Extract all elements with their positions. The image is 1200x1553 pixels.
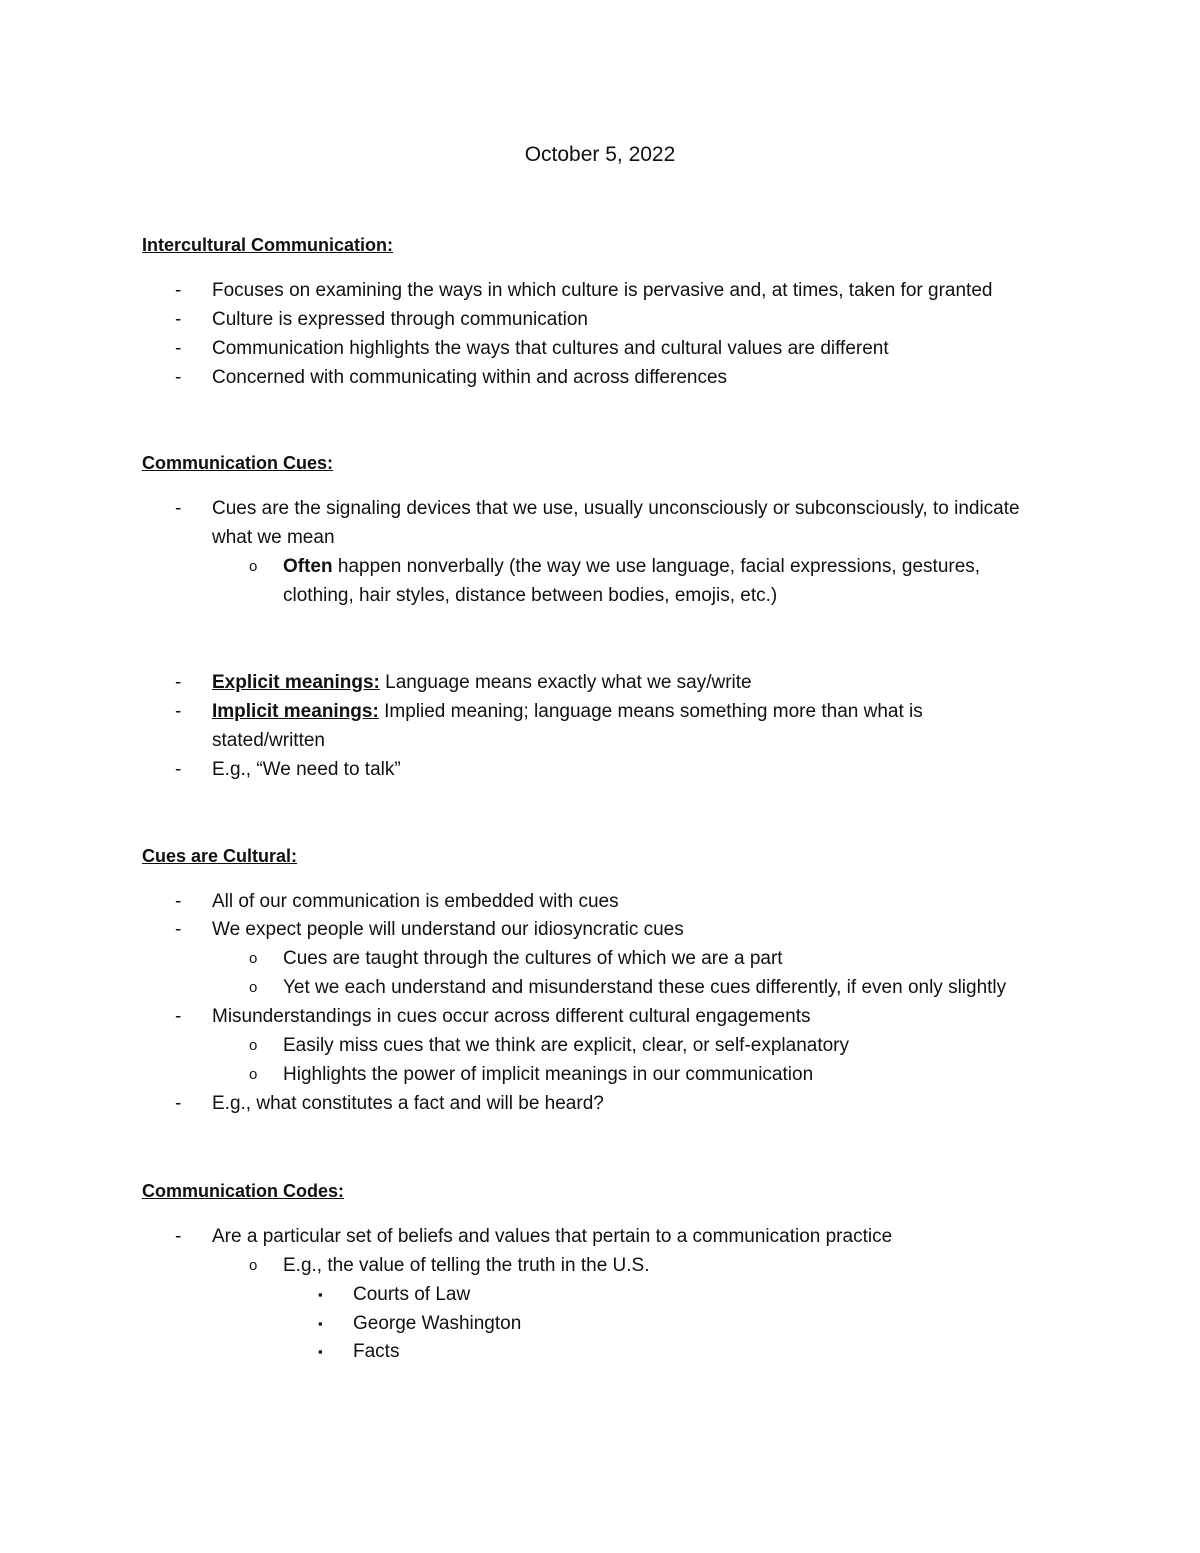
list-item-text: Are a particular set of beliefs and values that pertain to a communication practice — [212, 1226, 893, 1247]
dash-bullet: - — [175, 672, 182, 693]
sub-item-text: happen nonverbally (the way we use language, facial expressions, gestures, clothing, hair styles, distance between bodies, emojis, etc.) — [283, 556, 981, 606]
dash-bullet: - — [175, 1226, 182, 1247]
definition-text: Implied meaning; language means something more than what is stated/written — [212, 701, 923, 751]
list-item-text: Cues are taught through the cultures of which we are a part — [283, 948, 783, 969]
circle-bullet: o — [249, 950, 258, 967]
dash-bullet: - — [175, 701, 182, 722]
list-item-text: Culture is expressed through communication — [212, 309, 588, 330]
circle-bullet: o — [249, 979, 258, 996]
dash-bullet: - — [175, 498, 182, 519]
list-item-text: George Washington — [353, 1313, 522, 1334]
list-item-text: E.g., “We need to talk” — [212, 759, 401, 780]
heading-communication-codes: Communication Codes: — [142, 1181, 345, 1201]
dash-bullet: - — [175, 338, 182, 359]
list-item-text: E.g., what constitutes a fact and will be heard? — [212, 1093, 604, 1114]
list-item-text: We expect people will understand our idiosyncratic cues — [212, 919, 684, 940]
circle-bullet: o — [249, 1037, 258, 1054]
dash-bullet: - — [175, 1093, 182, 1114]
list-item-text: Cues are the signaling devices that we use, usually unconsciously or subconsciously, to indicate what we mean — [212, 498, 1020, 548]
list-item-text: Concerned with communicating within and across differences — [212, 367, 728, 388]
list-item-text: All of our communication is embedded with cues — [212, 891, 619, 912]
list-item-text: E.g., the value of telling the truth in the U.S. — [283, 1255, 650, 1276]
list-item-text: Focuses on examining the ways in which culture is pervasive and, at times, taken for granted — [212, 280, 993, 301]
heading-cues-are-cultural: Cues are Cultural: — [142, 846, 298, 866]
circle-bullet: o — [249, 1257, 258, 1274]
list-item-text: Easily miss cues that we think are explicit, clear, or self-explanatory — [283, 1035, 850, 1056]
list-item-text: Highlights the power of implicit meanings in our communication — [283, 1064, 814, 1085]
bold-word: Often — [283, 556, 333, 577]
dash-bullet: - — [175, 367, 182, 388]
list-item-text: Courts of Law — [353, 1284, 471, 1305]
list-item-text — [212, 697, 972, 755]
dash-bullet: - — [175, 919, 182, 940]
dash-bullet: - — [175, 1006, 182, 1027]
list-item-text: Communication highlights the ways that cultures and cultural values are different — [212, 338, 889, 359]
term-implicit-meanings: Implicit meanings: — [212, 701, 379, 722]
list-item-text — [212, 668, 1072, 697]
square-bullet: ▪ — [318, 1344, 323, 1359]
heading-intercultural-communication: Intercultural Communication: — [142, 235, 394, 255]
circle-bullet: o — [249, 558, 258, 575]
list-item-text: Yet we each understand and misunderstand these cues differently, if even only slightly — [283, 977, 1007, 998]
list-item-text — [283, 552, 1003, 610]
document-date: October 5, 2022 — [524, 143, 676, 166]
dash-bullet: - — [175, 759, 182, 780]
heading-communication-cues: Communication Cues: — [142, 453, 334, 473]
list-item-text: Misunderstandings in cues occur across different cultural engagements — [212, 1006, 811, 1027]
circle-bullet: o — [249, 1066, 258, 1083]
dash-bullet: - — [175, 891, 182, 912]
definition-text: Language means exactly what we say/write — [379, 672, 752, 693]
square-bullet: ▪ — [318, 1287, 323, 1302]
dash-bullet: - — [175, 280, 182, 301]
term-explicit-meanings: Explicit meanings: — [212, 672, 380, 693]
square-bullet: ▪ — [318, 1316, 323, 1331]
list-item-text: Facts — [353, 1341, 400, 1362]
dash-bullet: - — [175, 309, 182, 330]
